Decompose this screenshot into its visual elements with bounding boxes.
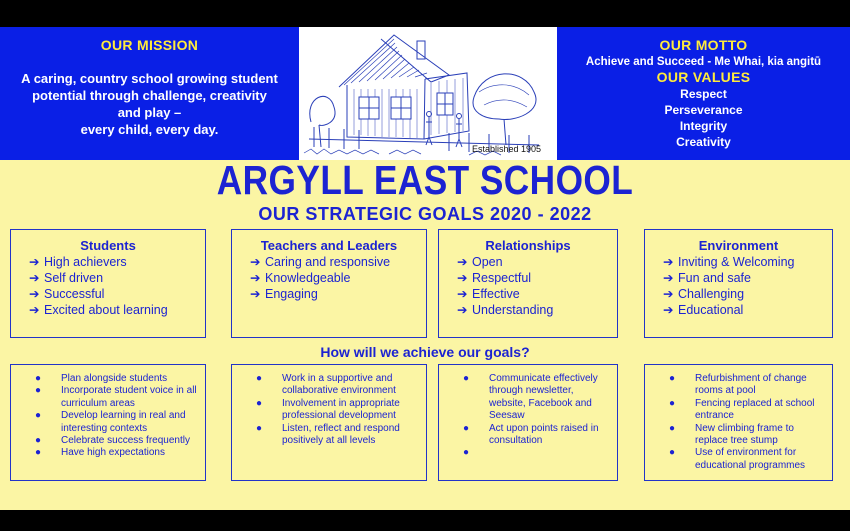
action-item-text: Incorporate student voice in all curriculum areas — [61, 385, 197, 409]
action-item — [11, 373, 205, 385]
school-building-sketch-icon — [299, 27, 557, 160]
goal-box-teachers-leaders — [231, 229, 427, 338]
mission-line: A caring, country school growing student — [21, 71, 278, 86]
action-item-text: Develop learning in real and interesting contexts — [61, 410, 186, 434]
goal-item — [11, 270, 205, 286]
mission-line: and play – — [117, 105, 182, 120]
value-item: Integrity — [679, 119, 728, 133]
bullet-icon: ● — [256, 397, 263, 409]
value-item: Respect — [680, 87, 727, 101]
goal-item-text: Knowledgeable — [265, 271, 351, 285]
goal-item — [439, 254, 617, 270]
goal-heading: Teachers and Leaders — [260, 238, 398, 253]
goal-item-text: Engaging — [265, 287, 318, 301]
action-box-students — [10, 364, 206, 481]
bullet-icon: ● — [463, 447, 470, 459]
arrow-icon: ➔ — [457, 303, 468, 317]
goal-item-text: Effective — [472, 287, 520, 301]
goal-heading: Students — [80, 238, 136, 253]
goal-item-text: Excited about learning — [44, 303, 168, 317]
strategic-plan-slide — [0, 27, 850, 510]
action-item — [645, 423, 832, 448]
arrow-icon: ➔ — [250, 271, 261, 285]
bullet-icon: ● — [463, 422, 470, 434]
goal-heading: Environment — [698, 238, 779, 253]
value-item: Creativity — [676, 135, 731, 149]
school-sketch-panel — [299, 27, 557, 160]
goal-list — [232, 254, 426, 302]
goal-item-text: Respectful — [472, 271, 532, 285]
action-item-text — [489, 447, 611, 459]
arrow-icon: ➔ — [29, 271, 40, 285]
goal-list — [11, 254, 205, 318]
goal-box-relationships — [438, 229, 618, 338]
goal-box-environment — [644, 229, 833, 338]
bullet-icon: ● — [35, 385, 42, 397]
action-item — [232, 373, 426, 398]
motto-values-panel — [557, 27, 850, 160]
goal-list — [439, 254, 617, 318]
goal-item-text: Understanding — [472, 303, 554, 317]
motto-heading: OUR MOTTO — [659, 37, 748, 53]
goal-item — [439, 286, 617, 302]
mission-line: every child, every day. — [80, 122, 219, 137]
action-item-text: Use of environment for educational programmes — [695, 447, 806, 471]
action-item — [645, 398, 832, 423]
bullet-icon: ● — [669, 397, 676, 409]
bullet-icon: ● — [35, 435, 42, 447]
goal-item — [645, 270, 832, 286]
goal-item-text: Caring and responsive — [265, 255, 391, 269]
goal-heading: Relationships — [485, 238, 571, 253]
goal-item-text: Inviting & Welcoming — [678, 255, 795, 269]
goal-item-text: Educational — [678, 303, 744, 317]
arrow-icon: ➔ — [457, 255, 468, 269]
bullet-icon: ● — [669, 373, 676, 384]
action-box-relationships — [438, 364, 618, 481]
goal-item — [439, 302, 617, 318]
bullet-icon: ● — [463, 373, 470, 384]
goal-item-text: High achievers — [44, 255, 127, 269]
action-box-teachers-leaders — [231, 364, 427, 481]
goal-item — [11, 254, 205, 270]
action-item-text: New climbing frame to replace tree stump — [695, 422, 794, 447]
values-list — [557, 86, 850, 150]
goal-item — [11, 286, 205, 302]
goal-item — [232, 254, 426, 270]
action-item — [645, 447, 832, 472]
goal-item-text: Self driven — [44, 271, 104, 285]
school-title: ARGYLL EAST SCHOOL — [216, 157, 634, 203]
arrow-icon: ➔ — [457, 287, 468, 301]
bullet-icon: ● — [35, 373, 42, 384]
action-item-text: Act upon points raised in consultation — [489, 422, 599, 447]
action-item — [232, 398, 426, 423]
action-item-text: Celebrate success frequently — [61, 435, 190, 447]
action-item — [11, 435, 205, 447]
goal-list — [645, 254, 832, 318]
action-item — [11, 410, 205, 435]
goal-item-text: Fun and safe — [678, 271, 751, 285]
strategic-goals-subtitle: OUR STRATEGIC GOALS 2020 - 2022 — [258, 204, 592, 224]
goal-box-students — [10, 229, 206, 338]
bullet-icon: ● — [669, 422, 676, 434]
arrow-icon: ➔ — [457, 271, 468, 285]
mission-panel — [0, 27, 299, 160]
bullet-icon: ● — [35, 410, 42, 422]
goal-item-text: Successful — [44, 287, 105, 301]
action-list — [232, 373, 426, 447]
action-item-text: Involvement in appropriate professional development — [282, 397, 400, 422]
goal-item — [232, 286, 426, 302]
goal-item — [645, 302, 832, 318]
action-item-text: Communicate effectively through newsletter, website, Facebook and Seesaw — [489, 373, 598, 422]
goal-item-text: Open — [472, 255, 503, 269]
arrow-icon: ➔ — [29, 303, 40, 317]
goal-item-text: Challenging — [678, 287, 745, 301]
action-item — [11, 447, 205, 459]
goal-item — [439, 270, 617, 286]
action-item — [439, 447, 617, 459]
mission-statement — [0, 70, 299, 138]
arrow-icon: ➔ — [663, 271, 674, 285]
bullet-icon: ● — [669, 447, 676, 459]
action-item-text: Refurbishment of change rooms at pool — [695, 373, 807, 397]
action-item-text: Work in a supportive and collaborative environment — [282, 373, 396, 397]
action-item-text: Listen, reflect and respond positively at all levels — [282, 422, 400, 447]
goal-item — [645, 254, 832, 270]
action-item — [645, 373, 832, 398]
bullet-icon: ● — [35, 447, 42, 459]
values-heading: OUR VALUES — [656, 69, 751, 85]
action-list — [11, 373, 205, 460]
action-list — [439, 373, 617, 460]
arrow-icon: ➔ — [250, 255, 261, 269]
action-list — [645, 373, 832, 472]
achieve-goals-question: How will we achieve our goals? — [320, 344, 530, 360]
action-box-environment — [644, 364, 833, 481]
arrow-icon: ➔ — [250, 287, 261, 301]
action-item-text: Fencing replaced at school entrance — [695, 397, 815, 422]
arrow-icon: ➔ — [663, 303, 674, 317]
action-item-text: Plan alongside students — [61, 373, 168, 384]
arrow-icon: ➔ — [29, 255, 40, 269]
goal-item — [11, 302, 205, 318]
action-item — [439, 373, 617, 423]
action-item — [439, 423, 617, 448]
goal-item — [645, 286, 832, 302]
mission-heading: OUR MISSION — [100, 37, 199, 53]
goal-item — [232, 270, 426, 286]
action-item — [11, 385, 205, 410]
value-item: Perseverance — [664, 103, 743, 117]
established-caption: Established 1905 — [471, 144, 541, 154]
action-item-text: Have high expectations — [61, 447, 165, 459]
motto-text: Achieve and Succeed - Me Whai, kia angitū — [585, 56, 822, 68]
action-item — [232, 423, 426, 448]
mission-line: potential through challenge, creativity — [32, 88, 267, 103]
arrow-icon: ➔ — [663, 287, 674, 301]
arrow-icon: ➔ — [29, 287, 40, 301]
bullet-icon: ● — [256, 373, 263, 384]
arrow-icon: ➔ — [663, 255, 674, 269]
bullet-icon: ● — [256, 422, 263, 434]
